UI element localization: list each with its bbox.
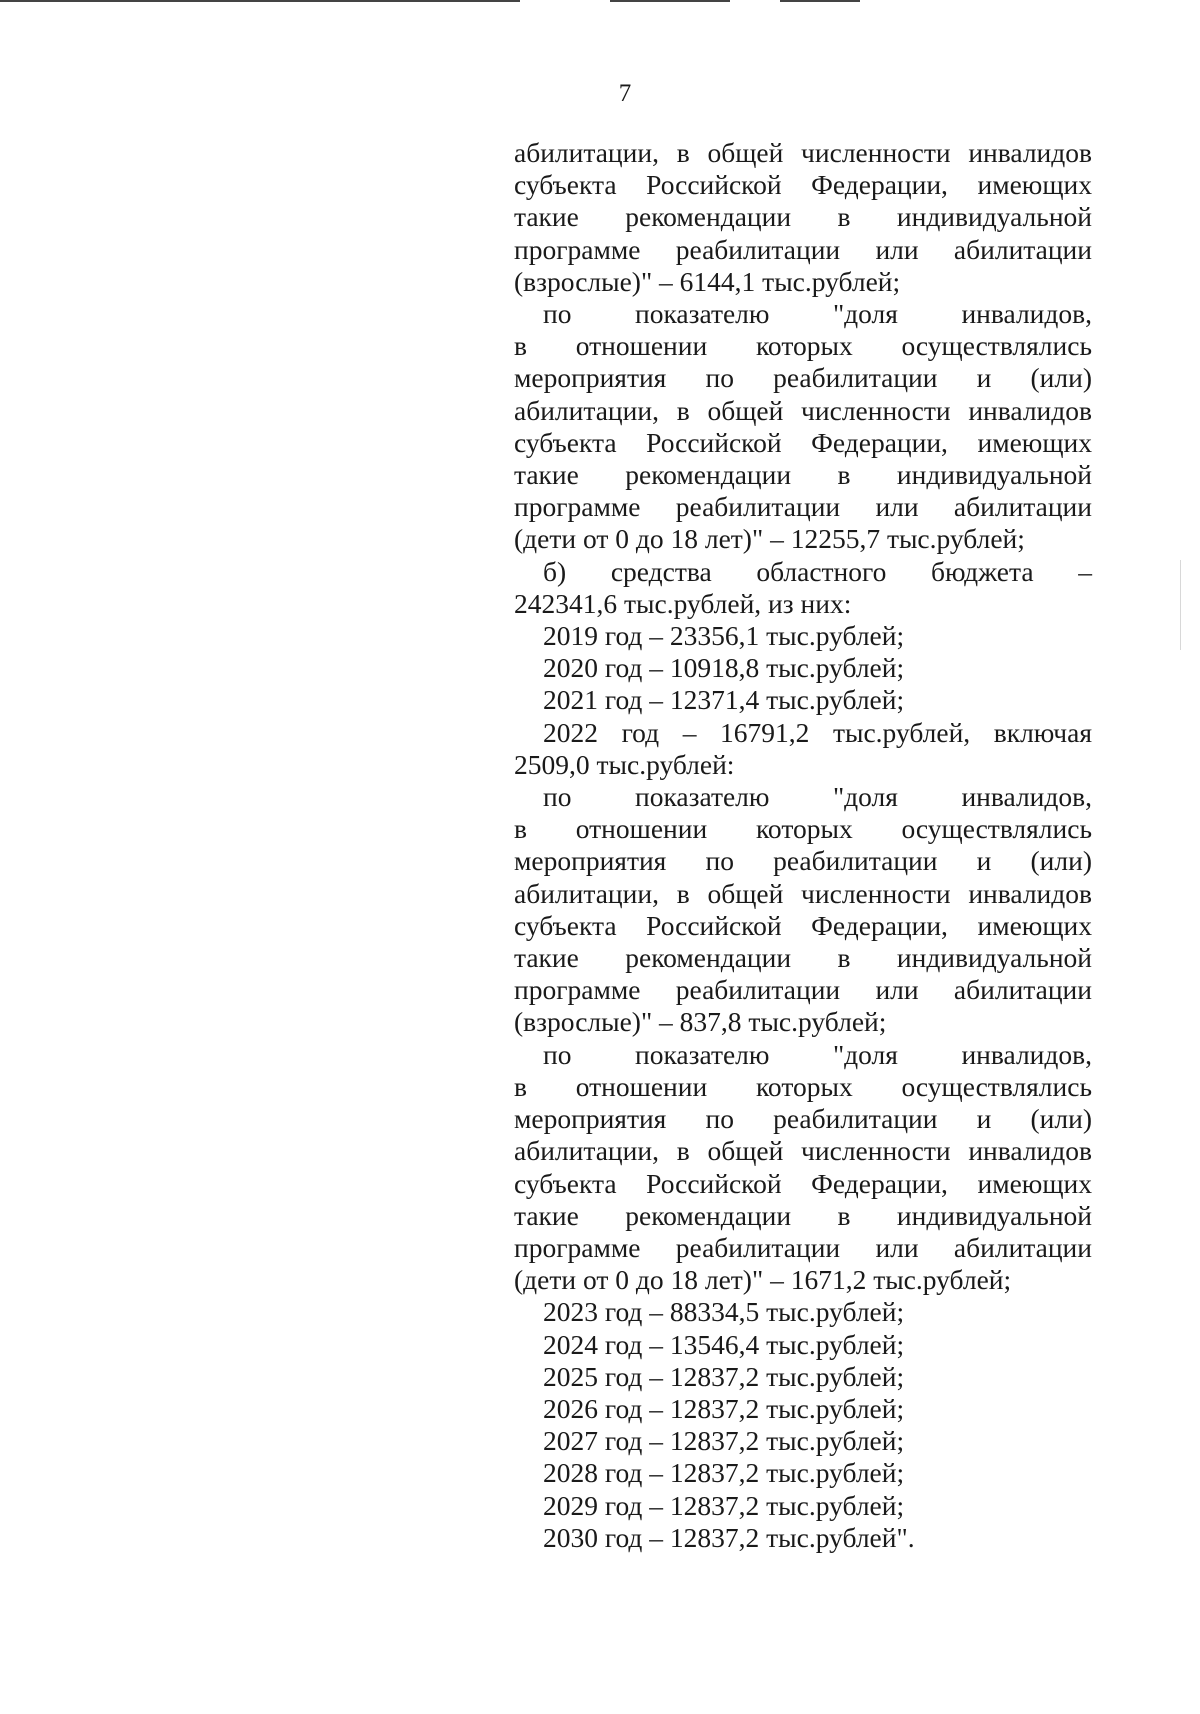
text-line: (дети от 0 до 18 лет)" – 1671,2 тыс.рублей; — [514, 1264, 1012, 1296]
text-line: такие рекомендации в индивидуальной — [514, 942, 1092, 974]
text-line: мероприятия по реабилитации и (или) — [514, 362, 1092, 394]
text-line: (дети от 0 до 18 лет)" – 12255,7 тыс.рублей; — [514, 523, 1025, 555]
text-line: субъекта Российской Федерации, имеющих — [514, 426, 1092, 458]
text-line: (взрослые)" – 837,8 тыс.рублей; — [514, 1006, 887, 1038]
text-line: абилитации, в общей численности инвалидов — [514, 877, 1092, 909]
text-line: программе реабилитации или абилитации — [514, 233, 1092, 265]
text-line: 2020 год – 10918,8 тыс.рублей; — [543, 652, 905, 684]
text-line: в отношении которых осуществлялись — [514, 813, 1092, 845]
text-line: 2509,0 тыс.рублей: — [514, 748, 735, 780]
text-line: субъекта Российской Федерации, имеющих — [514, 1167, 1092, 1199]
text-line: мероприятия по реабилитации и (или) — [514, 845, 1092, 877]
text-line: 2022 год – 16791,2 тыс.рублей, включая — [543, 716, 1092, 748]
text-line: 2030 год – 12837,2 тыс.рублей". — [543, 1521, 915, 1553]
text-line: 2023 год – 88334,5 тыс.рублей; — [543, 1296, 905, 1328]
text-line: по показателю "доля инвалидов, — [543, 781, 1092, 813]
text-line: 2027 год – 12837,2 тыс.рублей; — [543, 1425, 905, 1457]
text-line: программе реабилитации или абилитации — [514, 974, 1092, 1006]
text-line: такие рекомендации в индивидуальной — [514, 201, 1092, 233]
text-line: абилитации, в общей численности инвалидов — [514, 137, 1092, 168]
text-line: 2026 год – 12837,2 тыс.рублей; — [543, 1392, 905, 1424]
text-line: б) средства областного бюджета – — [543, 555, 1092, 587]
text-line: 2021 год – 12371,4 тыс.рублей; — [543, 684, 905, 716]
text-line: в отношении которых осуществлялись — [514, 1070, 1092, 1102]
page-number: 7 — [618, 80, 632, 107]
text-line: 2029 год – 12837,2 тыс.рублей; — [543, 1489, 905, 1521]
scan-edge-mark — [1180, 560, 1181, 650]
text-line: мероприятия по реабилитации и (или) — [514, 1103, 1092, 1135]
text-line: в отношении которых осуществлялись — [514, 330, 1092, 362]
text-line: такие рекомендации в индивидуальной — [514, 1199, 1092, 1231]
text-line: 2024 год – 13546,4 тыс.рублей; — [543, 1328, 905, 1360]
text-line: такие рекомендации в индивидуальной — [514, 459, 1092, 491]
text-line: абилитации, в общей численности инвалидов — [514, 394, 1092, 426]
text-line: абилитации, в общей численности инвалидов — [514, 1135, 1092, 1167]
text-line: программе реабилитации или абилитации — [514, 491, 1092, 523]
text-line: программе реабилитации или абилитации — [514, 1231, 1092, 1263]
text-line: 2019 год – 23356,1 тыс.рублей; — [543, 620, 905, 652]
scan-top-edge — [0, 0, 1200, 6]
text-line: (взрослые)" – 6144,1 тыс.рублей; — [514, 265, 901, 297]
text-line: субъекта Российской Федерации, имеющих — [514, 909, 1092, 941]
text-line: субъекта Российской Федерации, имеющих — [514, 169, 1092, 201]
text-line: 2028 год – 12837,2 тыс.рублей; — [543, 1457, 905, 1489]
document-body — [514, 137, 1092, 1554]
text-line: по показателю "доля инвалидов, — [543, 1038, 1092, 1070]
text-line: 2025 год – 12837,2 тыс.рублей; — [543, 1360, 905, 1392]
text-line: по показателю "доля инвалидов, — [543, 298, 1092, 330]
text-line: 242341,6 тыс.рублей, из них: — [514, 587, 852, 619]
